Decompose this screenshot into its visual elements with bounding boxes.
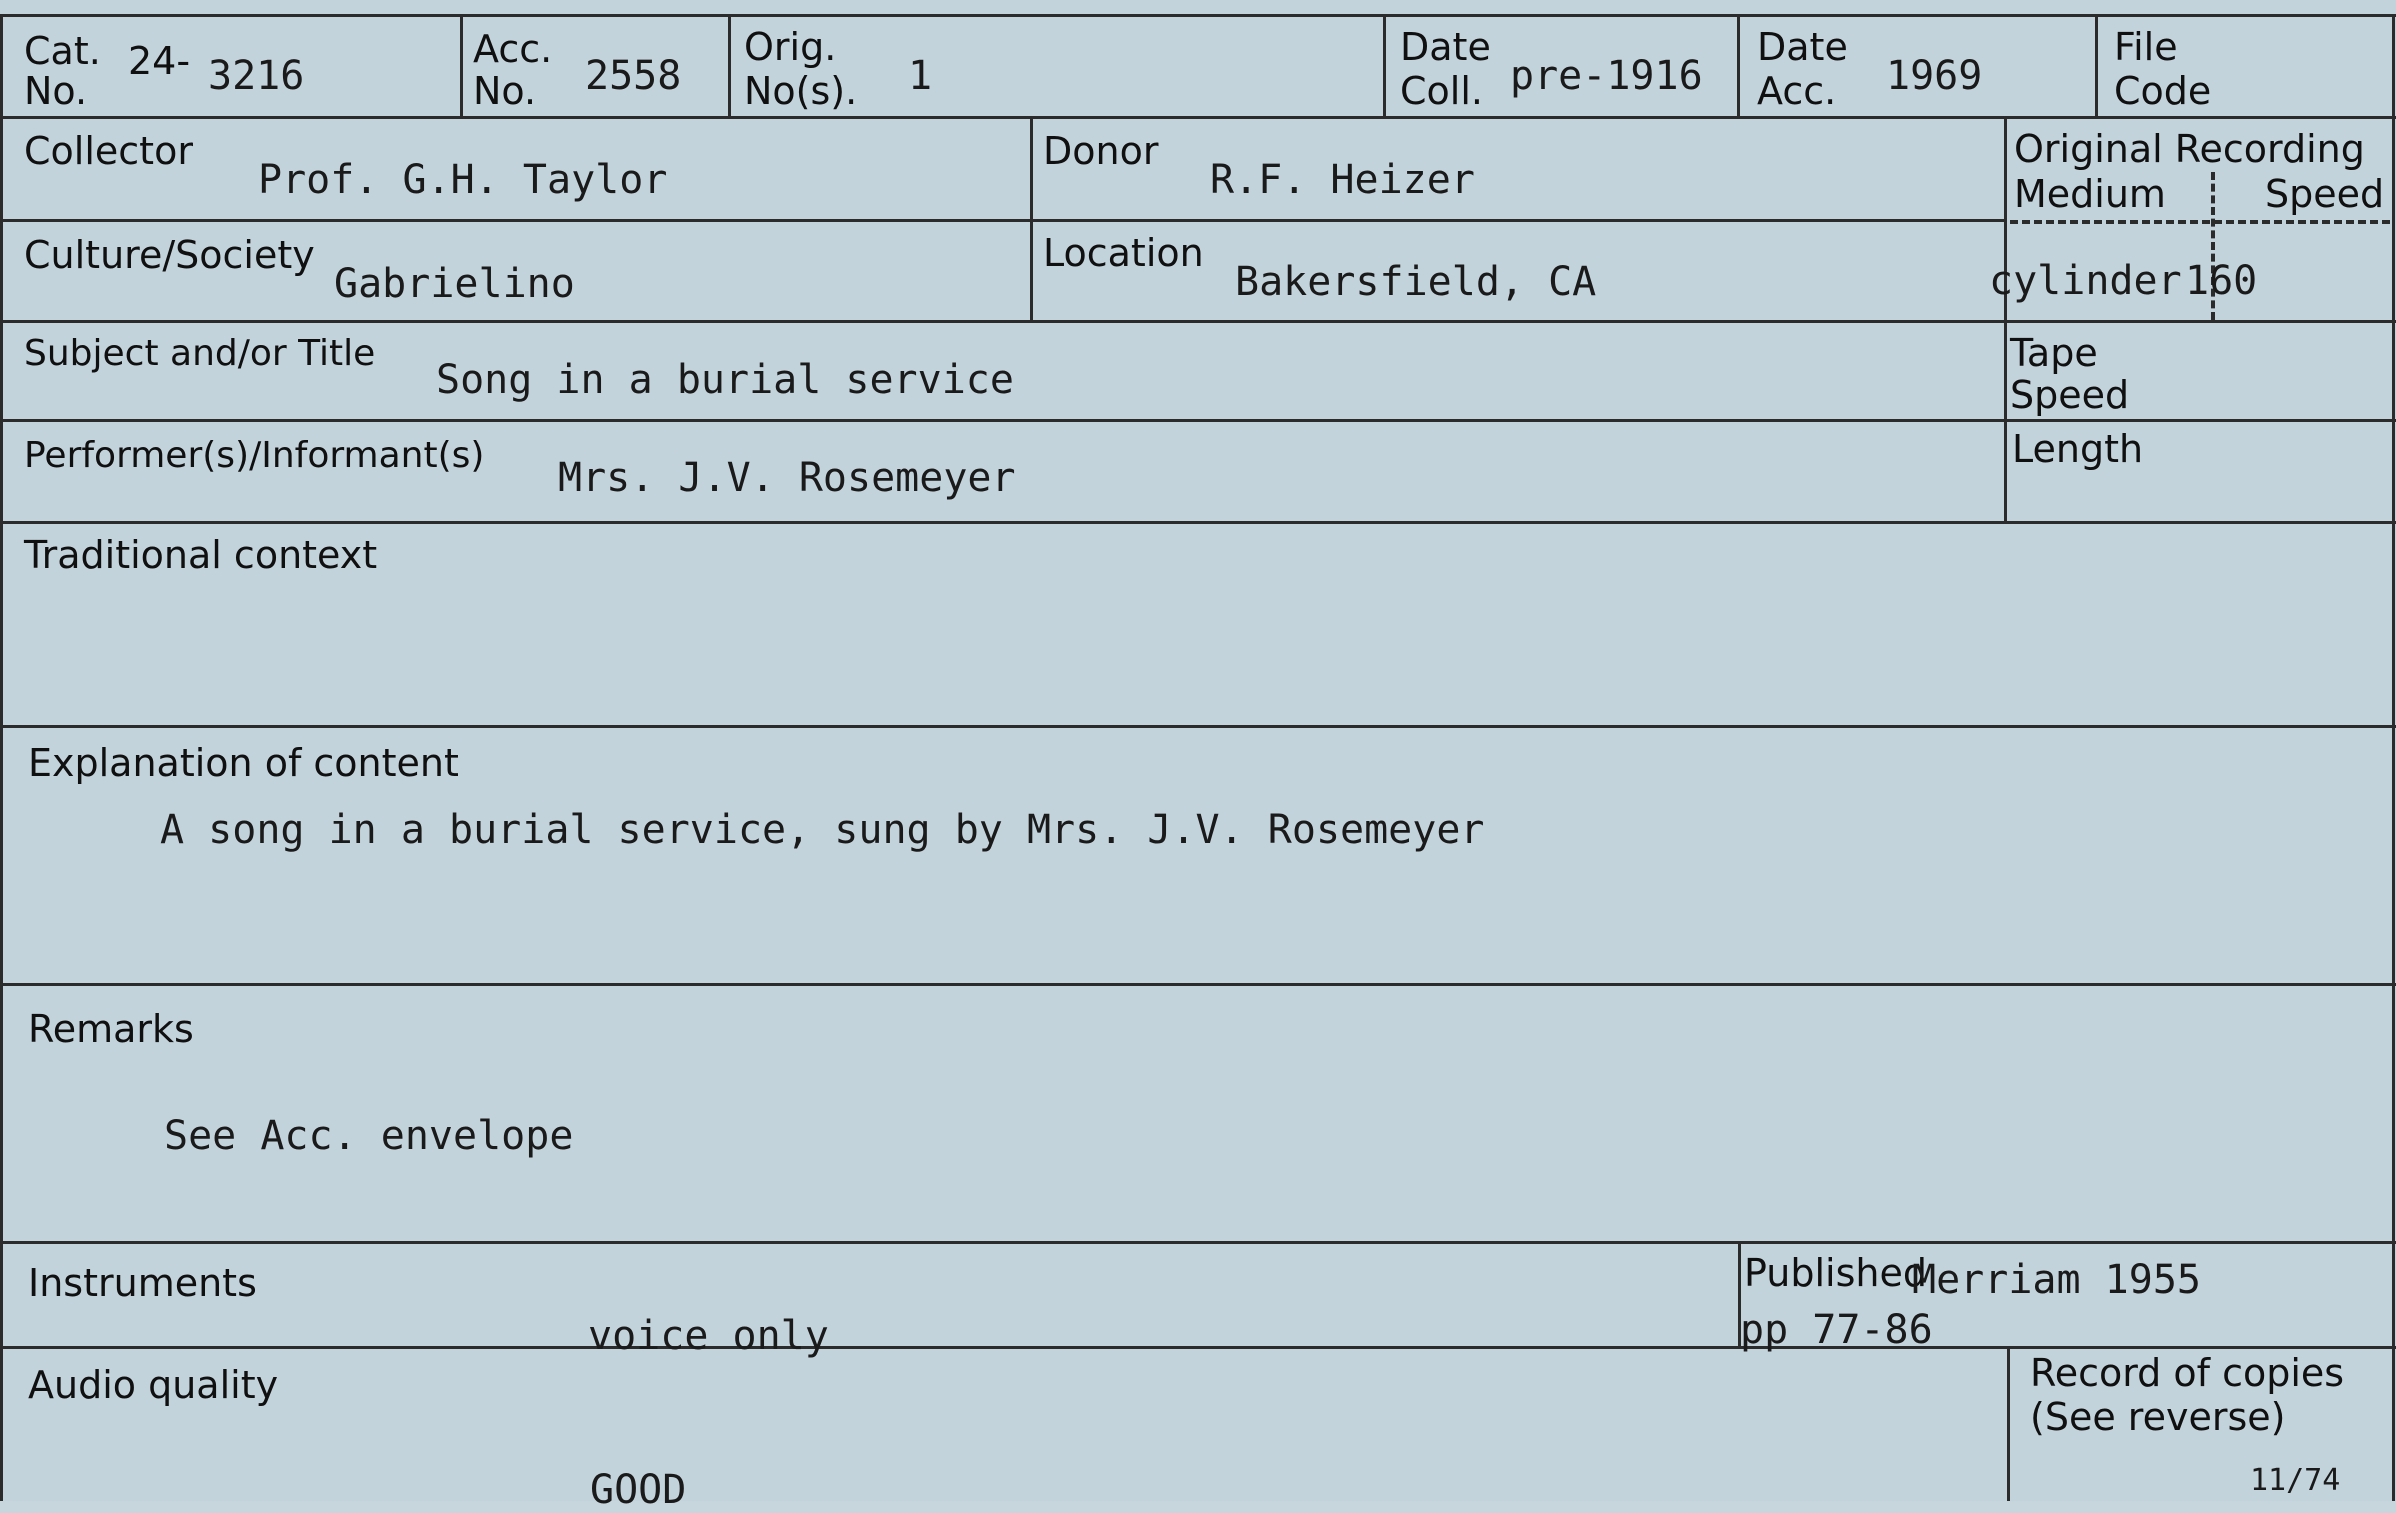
rule-row9 <box>0 1346 2396 1349</box>
acc-no-label-line1: Acc. <box>473 27 553 71</box>
file-code-label-line2: Code <box>2114 69 2212 113</box>
audio-quality-label: Audio quality <box>28 1363 279 1407</box>
recording-dashed-rule <box>2010 220 2390 224</box>
acc-no-value: 2558 <box>585 53 682 99</box>
date-coll-label-line1: Date <box>1400 25 1491 69</box>
rule-row4 <box>0 419 2396 422</box>
file-code-label-line1: File <box>2114 25 2178 69</box>
donor-value: R.F. Heizer <box>1210 157 1475 203</box>
rule-row2 <box>0 219 2006 222</box>
cat-no-value: 3216 <box>208 53 305 99</box>
rule-v-left <box>0 14 3 1501</box>
cat-no-label-line1: Cat. <box>24 29 101 73</box>
tape-speed-label-line2: Speed <box>2010 373 2130 417</box>
instruments-value: voice only <box>588 1313 829 1359</box>
acc-no-label-line2: No. <box>473 69 537 113</box>
rule-top <box>0 14 2396 17</box>
form-date: 11/74 <box>2250 1463 2341 1498</box>
orig-no-label-line2: No(s). <box>744 69 858 113</box>
rule-v-copies <box>2007 1346 2010 1501</box>
medium-label: Medium <box>2014 172 2166 216</box>
rule-v-cat <box>460 14 463 118</box>
collector-value: Prof. G.H. Taylor <box>258 157 668 203</box>
rule-v-right <box>2392 14 2395 1501</box>
rule-v-recording <box>2004 116 2007 523</box>
remarks-value: See Acc. envelope <box>164 1113 574 1159</box>
orig-no-value: 1 <box>908 53 933 99</box>
donor-label: Donor <box>1043 129 1159 173</box>
cat-no-label-line2: No. <box>24 69 88 113</box>
audio-quality-value: GOOD <box>590 1467 687 1513</box>
rule-v-orig <box>1383 14 1386 118</box>
rule-v-dateacc <box>2095 14 2098 118</box>
date-acc-label-line1: Date <box>1757 25 1848 69</box>
length-label: Length <box>2012 427 2144 471</box>
traditional-context-label: Traditional context <box>24 533 378 577</box>
date-coll-value: pre-1916 <box>1510 53 1703 99</box>
location-label: Location <box>1043 231 1204 275</box>
instruments-label: Instruments <box>28 1261 257 1305</box>
record-copies-label-line2: (See reverse) <box>2030 1395 2286 1439</box>
rule-row3 <box>0 320 2396 323</box>
rule-row5 <box>0 521 2396 524</box>
speed-value: 160 <box>2185 258 2258 304</box>
date-coll-label-line2: Coll. <box>1400 69 1483 113</box>
culture-value: Gabrielino <box>334 261 575 307</box>
record-copies-label-line1: Record of copies <box>2030 1351 2345 1395</box>
tape-speed-label-line1: Tape <box>2010 331 2098 375</box>
rule-row8 <box>0 1241 2396 1244</box>
performer-label: Performer(s)/Informant(s) <box>24 435 485 476</box>
location-value: Bakersfield, CA <box>1235 259 1597 305</box>
rule-v-acc <box>728 14 731 118</box>
subject-value: Song in a burial service <box>436 357 1014 403</box>
collector-label: Collector <box>24 129 193 173</box>
published-value-line1: Merriam 1955 <box>1912 1257 2201 1303</box>
performer-value: Mrs. J.V. Rosemeyer <box>558 455 1016 501</box>
explanation-value: A song in a burial service, sung by Mrs. J.V. Rosemeyer <box>160 807 1485 853</box>
original-recording-label: Original Recording <box>2014 127 2365 171</box>
speed-label: Speed <box>2265 172 2385 216</box>
rule-row1 <box>0 116 2396 119</box>
orig-no-label-line1: Orig. <box>744 25 837 69</box>
culture-label: Culture/Society <box>24 233 315 277</box>
rule-v-datecoll <box>1737 14 1740 118</box>
date-acc-value: 1969 <box>1886 53 1983 99</box>
cat-no-prefix: 24- <box>128 39 191 83</box>
date-acc-label-line2: Acc. <box>1757 69 1837 113</box>
published-label: Published <box>1744 1251 1927 1295</box>
explanation-label: Explanation of content <box>28 741 459 785</box>
published-value-line2: pp 77-86 <box>1740 1307 1933 1353</box>
subject-label: Subject and/or Title <box>24 333 376 374</box>
rule-v-donor <box>1030 116 1033 322</box>
rule-row6 <box>0 725 2396 728</box>
medium-value: cylinder <box>1989 258 2182 304</box>
rule-row7 <box>0 983 2396 986</box>
remarks-label: Remarks <box>28 1007 194 1051</box>
